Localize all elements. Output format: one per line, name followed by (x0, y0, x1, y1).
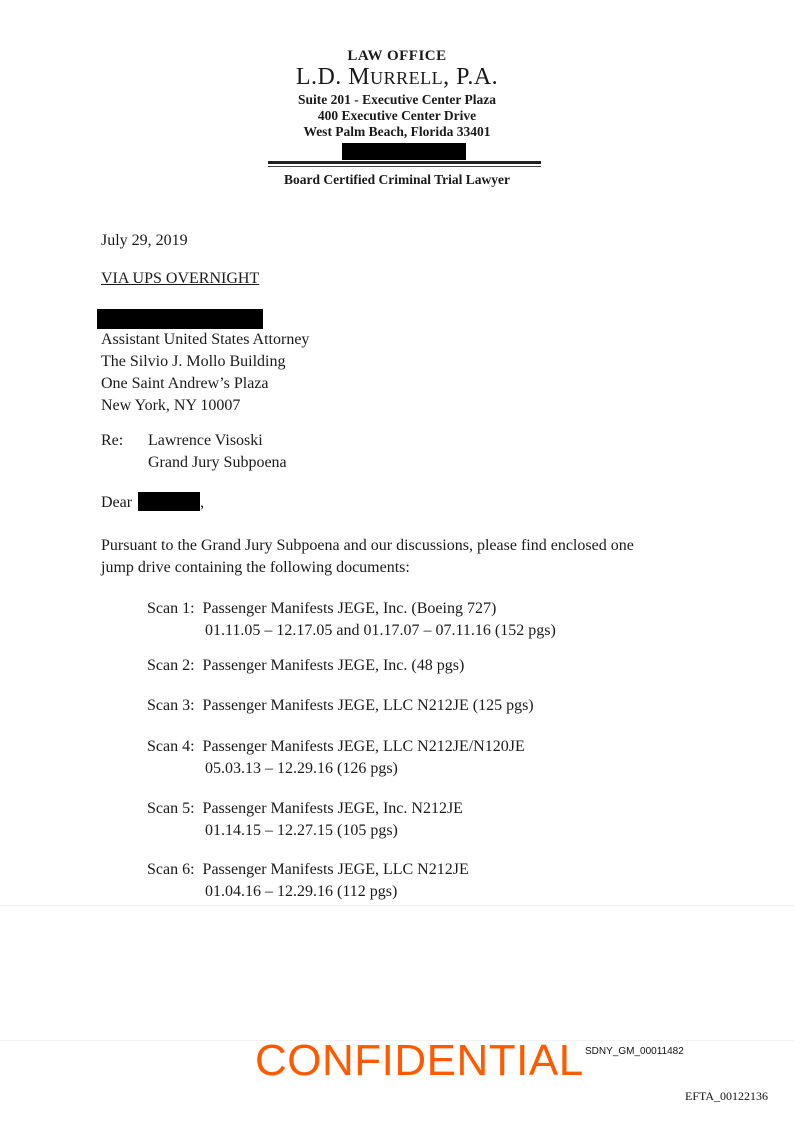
scan-dates: 01.14.15 – 12.27.15 (105 pgs) (205, 822, 398, 839)
body-line: Pursuant to the Grand Jury Subpoena and our discussions, please find enclosed one (101, 537, 634, 554)
letterhead-address-3: West Palm Beach, Florida 33401 (303, 124, 491, 139)
bates-number-sdny: SDNY_GM_00011482 (585, 1046, 684, 1057)
letterhead-address-2: 400 Executive Center Drive (317, 108, 477, 123)
body-paragraph (101, 535, 634, 579)
body-line: jump drive containing the following documents: (101, 559, 410, 576)
scan-item-3 (147, 695, 534, 717)
re-block (148, 430, 287, 474)
recipient-line: One Saint Andrew’s Plaza (101, 375, 269, 392)
letterhead-firm-name (0, 64, 794, 91)
re-line: Lawrence Visoski (148, 432, 263, 449)
scan-title: Passenger Manifests JEGE, Inc. (Boeing 727) (202, 600, 497, 617)
scan-dates: 05.03.13 – 12.29.16 (126 pgs) (205, 760, 398, 777)
re-line: Grand Jury Subpoena (148, 454, 287, 471)
letterhead-certification: Board Certified Criminal Trial Lawyer (284, 172, 510, 187)
scan-title: Passenger Manifests JEGE, LLC N212JE/N120JE (202, 738, 525, 755)
re-label: Re: (101, 432, 124, 449)
salutation-comma: , (200, 494, 205, 511)
letterhead-rule-thick (268, 161, 541, 164)
bates-number-efta: EFTA_00122136 (685, 1089, 769, 1103)
redaction-salutation-name (138, 492, 200, 511)
confidential-stamp: CONFIDENTIAL (255, 1036, 584, 1085)
scan-item-4 (147, 736, 525, 780)
recipient-line: The Silvio J. Mollo Building (101, 353, 286, 370)
letter-date: July 29, 2019 (101, 232, 188, 249)
firm-name-smallcaps: URRELL (370, 68, 444, 88)
letterhead-rule-thin (268, 166, 541, 167)
scan-item-5 (147, 798, 463, 842)
scan-dates: 01.04.16 – 12.29.16 (112 pgs) (205, 883, 398, 900)
scan-item-2 (147, 655, 464, 677)
scan-title: Passenger Manifests JEGE, Inc. N212JE (202, 800, 463, 817)
scan-label: Scan 4: (147, 738, 195, 755)
redaction-recipient-name (97, 309, 263, 329)
recipient-line: Assistant United States Attorney (101, 331, 310, 348)
recipient-block (101, 329, 309, 417)
scan-label: Scan 5: (147, 800, 195, 817)
scan-title: Passenger Manifests JEGE, LLC N212JE (125 pgs) (202, 697, 534, 714)
scan-label: Scan 2: (147, 657, 195, 674)
redaction-phone (342, 143, 466, 160)
delivery-method: VIA UPS OVERNIGHT (101, 270, 260, 287)
scan-label: Scan 3: (147, 697, 195, 714)
letterhead-office: LAW OFFICE (347, 48, 447, 64)
scan-title: Passenger Manifests JEGE, Inc. (48 pgs) (202, 657, 465, 674)
firm-name-prefix: L.D. M (295, 64, 371, 90)
scan-item-1 (147, 598, 556, 642)
recipient-line: New York, NY 10007 (101, 397, 241, 414)
scan-artifact-line (0, 905, 794, 906)
firm-name-suffix: , P.A. (443, 64, 499, 90)
scan-label: Scan 6: (147, 861, 195, 878)
scan-dates: 01.11.05 – 12.17.05 and 01.17.07 – 07.11.16 (152 pgs) (205, 622, 556, 639)
scan-label: Scan 1: (147, 600, 195, 617)
letterhead-address-1: Suite 201 - Executive Center Plaza (297, 92, 497, 107)
scan-title: Passenger Manifests JEGE, LLC N212JE (202, 861, 469, 878)
salutation (101, 492, 204, 514)
salutation-text: Dear (101, 494, 133, 511)
scan-item-6 (147, 859, 469, 903)
